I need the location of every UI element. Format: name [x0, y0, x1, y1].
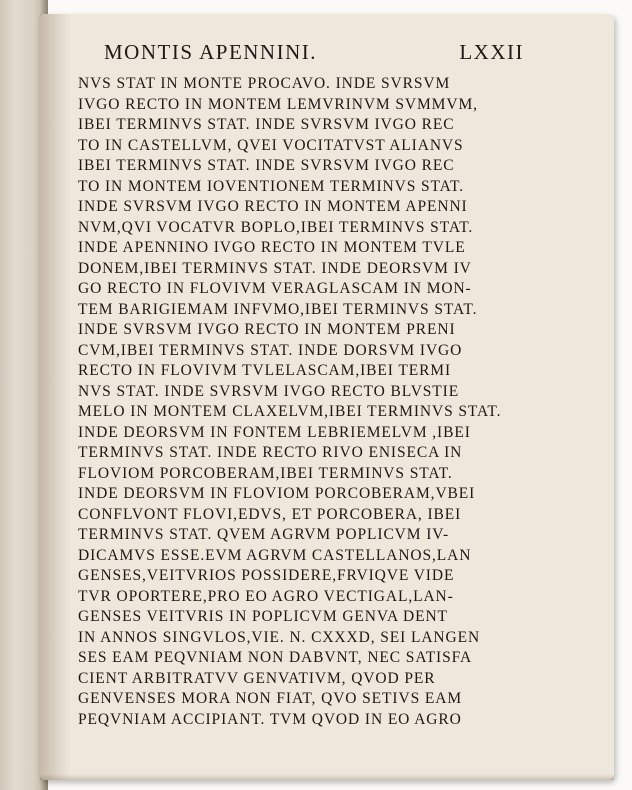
text-line: CVM,IBEI TERMINVS STAT. INDE DORSVM IVGO [78, 341, 463, 359]
text-line: GENVENSES MORA NON FIAT, QVO SETIVS EAM [78, 690, 463, 707]
text-line: GENSES VEITVRIS IN POPLICVM GENVA DENT [78, 608, 448, 625]
text-line: TEM BARIGIEMAM INFVMO,IBEI TERMINVS STAT. [78, 300, 478, 318]
text-line: IVGO RECTO IN MONTEM LEMVRINVM SVMMVM, [78, 95, 478, 113]
text-line: SES EAM PEQVNIAM NON DABVNT, NEC SATISFA [78, 649, 473, 666]
running-head [104, 40, 524, 70]
text-line: INDE SVRSVM IVGO RECTO IN MONTEM APENNI [78, 198, 468, 215]
text-line: NVS STAT IN MONTE PROCAVO. INDE SVRSVM [78, 75, 451, 92]
text-line: INDE DEORSVM IN FLOVIOM PORCOBERAM,VBEI [78, 485, 476, 502]
body-text [78, 74, 518, 730]
text-line: NVS STAT. INDE SVRSVM IVGO RECTO BLVSTIE [78, 382, 460, 400]
text-line: DONEM,IBEI TERMINVS STAT. INDE DEORSVM IV [78, 259, 472, 277]
text-line: CONFLVONT FLOVI,EDVS, ET PORCOBERA, IBEI [78, 505, 462, 523]
text-line: INDE DEORSVM IN FONTEM LEBRIEMELVM ,IBEI [78, 423, 471, 441]
text-line: CIENT ARBITRATVV GENVATIVM, QVOD PER [78, 669, 436, 687]
text-line: TO IN CASTELLVM, QVEI VOCITATVST ALIANVS [78, 136, 464, 154]
page-title: MONTIS APENNINI. [104, 40, 317, 64]
text-line: GO RECTO IN FLOVIVM VERAGLASCAM IN MON- [78, 280, 472, 297]
text-line: INDE SVRSVM IVGO RECTO IN MONTEM PRENI [78, 321, 456, 338]
text-line: IBEI TERMINVS STAT. INDE SVRSVM IVGO REC [78, 157, 455, 174]
text-line: FLOVIOM PORCOBERAM,IBEI TERMINVS STAT. [78, 464, 453, 482]
facing-page-text [2, 0, 40, 790]
text-line: NVM,QVI VOCATVR BOPLO,IBEI TERMINVS STAT. [78, 218, 474, 236]
text-line: IN ANNOS SINGVLOS,VIE. N. CXXXD, SEI LANGEN [78, 628, 481, 646]
text-line: TO IN MONTEM IOVENTIONEM TERMINVS STAT. [78, 177, 465, 195]
text-line: IBEI TERMINVS STAT. INDE SVRSVM IVGO REC [78, 116, 455, 133]
text-line: TERMINVS STAT. INDE RECTO RIVO ENISECA IN [78, 444, 463, 461]
text-line: GENSES,VEITVRIOS POSSIDERE,FRVIQVE VIDE [78, 567, 455, 584]
text-line: RECTO IN FLOVIVM TVLELASCAM,IBEI TERMI [78, 362, 452, 379]
text-line: MELO IN MONTEM CLAXELVM,IBEI TERMINVS STAT. [78, 403, 502, 420]
text-line: TERMINVS STAT. QVEM AGRVM POPLICVM IV- [78, 526, 450, 543]
text-line: TVR OPORTERE,PRO EO AGRO VECTIGAL,LAN- [78, 587, 454, 605]
folio-number: LXXII [459, 40, 524, 64]
text-line: DICAMVS ESSE.EVM AGRVM CASTELLANOS,LAN [78, 546, 472, 564]
text-line: INDE APENNINO IVGO RECTO IN MONTEM TVLE [78, 239, 466, 256]
text-line: PEQVNIAM ACCIPIANT. TVM QVOD IN EO AGRO [78, 710, 462, 728]
